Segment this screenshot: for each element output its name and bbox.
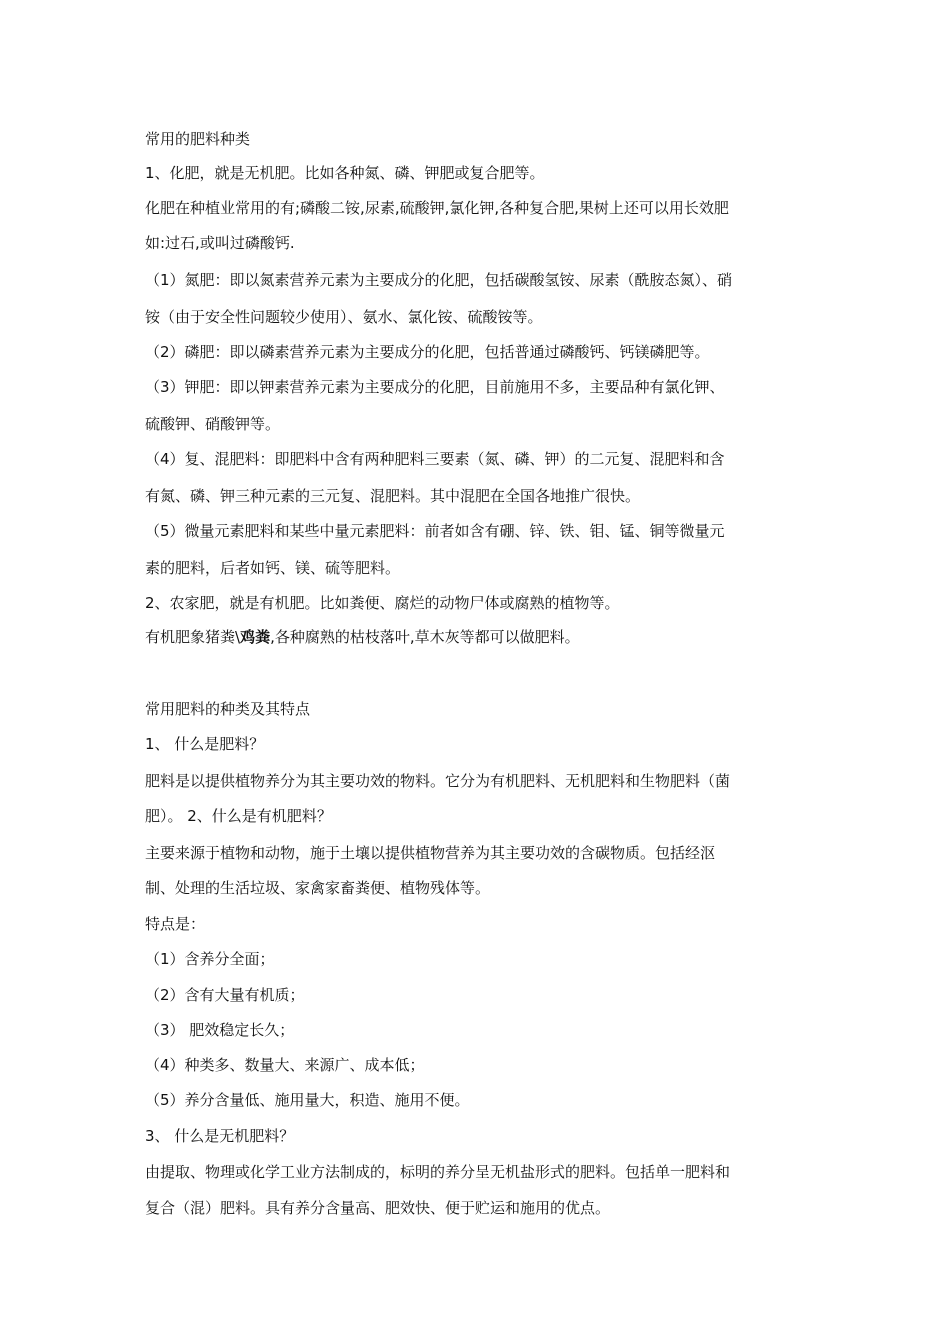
bold-text-run: 鸡粪 <box>240 628 271 646</box>
paragraph-line: （1）氮肥：即以氮素营养元素为主要成分的化肥，包括碳酸氢铵、尿素（酰胺态氮）、硝 <box>145 271 733 289</box>
paragraph-line: 肥料是以提供植物养分为其主要功效的物料。它分为有机肥料、无机肥料和生物肥料（菌 <box>145 772 731 790</box>
text-run: ,各种腐熟的枯枝落叶,草木灰等都可以做肥料。 <box>270 628 580 646</box>
paragraph-line: 硫酸钾、硝酸钾等。 <box>145 415 281 433</box>
paragraph-line: 铵（由于安全性问题较少使用）、氨水、氯化铵、硫酸铵等。 <box>145 308 543 326</box>
paragraph-line: 主要来源于植物和动物，施于土壤以提供植物营养为其主要功效的含碳物质。包括经沤 <box>145 844 716 862</box>
paragraph-line: 素的肥料，后者如钙、镁、硫等肥料。 <box>145 559 401 577</box>
paragraph-line: （3）钾肥：即以钾素营养元素为主要成分的化肥，目前施用不多，主要品种有氯化钾、 <box>145 378 725 396</box>
paragraph-line: （2）磷肥：即以磷素营养元素为主要成分的化肥，包括普通过磷酸钙、钙镁磷肥等。 <box>145 343 710 361</box>
paragraph-line: （5）养分含量低、施用量大，积造、施用不便。 <box>145 1091 470 1109</box>
paragraph-line: 1、 什么是肥料？ <box>145 735 265 753</box>
paragraph-line: （5）微量元素肥料和某些中量元素肥料：前者如含有硼、锌、铁、钼、锰、铜等微量元 <box>145 522 725 540</box>
paragraph-line-mixed <box>145 627 580 647</box>
paragraph-line: 如:过石,或叫过磷酸钙. <box>145 234 295 252</box>
paragraph-line: 特点是： <box>145 915 206 933</box>
paragraph-line: 有氮、磷、钾三种元素的三元复、混肥料。其中混肥在全国各地推广很快。 <box>145 487 641 505</box>
paragraph-line: （2）含有大量有机质； <box>145 986 305 1004</box>
paragraph-line: 制、处理的生活垃圾、家禽家畜粪便、植物残体等。 <box>145 879 491 897</box>
paragraph-line: （4）种类多、数量大、来源广、成本低； <box>145 1056 425 1074</box>
paragraph-line: 复合（混）肥料。具有养分含量高、肥效快、便于贮运和施用的优点。 <box>145 1199 611 1217</box>
paragraph-line: （3） 肥效稳定长久； <box>145 1021 295 1039</box>
section1-title: 常用的肥料种类 <box>145 130 251 148</box>
paragraph-line: 肥）。 2、什么是有机肥料？ <box>145 807 332 825</box>
paragraph-line: 1、化肥，就是无机肥。比如各种氮、磷、钾肥或复合肥等。 <box>145 164 545 182</box>
paragraph-line: （4）复、混肥料：即肥料中含有两种肥料三要素（氮、磷、钾）的二元复、混肥料和含 <box>145 450 725 468</box>
paragraph-line: 化肥在种植业常用的有;磷酸二铵,尿素,硫酸钾,氯化钾,各种复合肥,果树上还可以用长效肥 <box>145 199 729 217</box>
paragraph-line: 2、农家肥，就是有机肥。比如粪便、腐烂的动物尸体或腐熟的植物等。 <box>145 594 620 612</box>
paragraph-line: （1）含养分全面； <box>145 950 275 968</box>
section2-title: 常用肥料的种类及其特点 <box>145 700 311 718</box>
text-run: 有机肥象猪粪\ <box>145 628 241 646</box>
paragraph-line: 3、 什么是无机肥料？ <box>145 1127 295 1145</box>
paragraph-line: 由提取、物理或化学工业方法制成的，标明的养分呈无机盐形式的肥料。包括单一肥料和 <box>145 1163 731 1181</box>
